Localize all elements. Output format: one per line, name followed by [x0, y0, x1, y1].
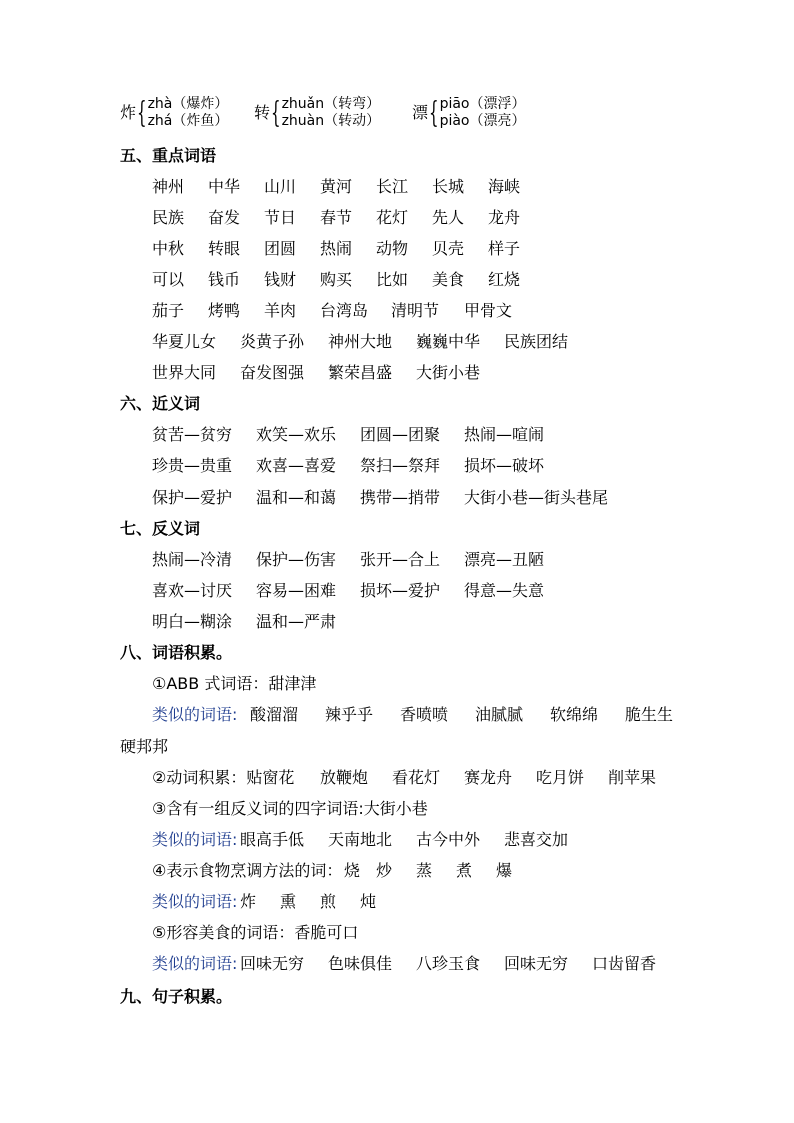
pinyin-line: piāo（漂浮） [439, 96, 526, 112]
pinyin-line: piào（漂亮） [439, 113, 526, 129]
word-pair: 团圆—团聚 [360, 425, 441, 444]
item-2 [0, 765, 794, 785]
word: 羊肉 [264, 301, 297, 320]
section-5-title: 五、重点词语 [120, 146, 217, 165]
word: 天南地北 [328, 830, 393, 849]
word: 先人 [432, 208, 465, 227]
word: 样子 [488, 239, 521, 258]
word-pair: 损坏—破坏 [464, 456, 545, 475]
pinyin-line: zhá（炸鱼） [147, 113, 229, 129]
word: 贝壳 [432, 239, 465, 258]
word: 辣乎乎 [325, 705, 374, 724]
brace-icon: { [429, 95, 439, 131]
polyphone-piao [412, 96, 525, 130]
word-pair: 明白—糊涂 [152, 612, 233, 631]
word-pair: 贫苦—贫穷 [152, 425, 233, 444]
word-pair: 容易—困难 [256, 581, 337, 600]
section-7-row-3 [0, 609, 794, 629]
word: 繁荣昌盛 [328, 363, 393, 382]
word-pair: 损坏—爱护 [360, 581, 441, 600]
similar-label: 类似的词语: [152, 892, 238, 911]
word: 比如 [376, 270, 409, 289]
word: 炸 [240, 892, 257, 911]
word-pair: 珍贵—贵重 [152, 456, 233, 475]
item-4-similar [0, 889, 794, 909]
word: 回味无穷 [504, 954, 569, 973]
word: 眼高手低 [240, 830, 305, 849]
word-pair: 热闹—冷清 [152, 550, 233, 569]
word: 清明节 [391, 301, 440, 320]
similar-label: 类似的词语: [152, 830, 238, 849]
word: 长城 [432, 177, 465, 196]
section-5-row-6 [0, 329, 794, 349]
word: 酸溜溜 [250, 705, 299, 724]
polyphone-char: 炸 [120, 103, 137, 122]
word: 吃月饼 [536, 768, 585, 787]
item-1-wrap: 硬邦邦 [120, 737, 169, 756]
word: 赛龙舟 [464, 768, 513, 787]
section-5-row-1 [0, 174, 794, 194]
item-3: ③含有一组反义词的四字词语:大街小巷 [152, 799, 428, 818]
word: 色味俱佳 [328, 954, 393, 973]
word: 炎黄子孙 [240, 332, 305, 351]
word: 中华 [208, 177, 241, 196]
word-pair: 保护—爱护 [152, 488, 233, 507]
word: 爆 [496, 861, 513, 880]
item-5: ⑤形容美食的词语：香脆可口 [152, 923, 359, 942]
word: 茄子 [152, 301, 185, 320]
word: 烤鸭 [208, 301, 241, 320]
word: 削苹果 [608, 768, 657, 787]
word: 台湾岛 [320, 301, 369, 320]
word-pair: 张开—合上 [360, 550, 441, 569]
word: 古今中外 [416, 830, 481, 849]
word: 煮 [456, 861, 473, 880]
section-6-row-1 [0, 422, 794, 442]
word: 神州大地 [328, 332, 393, 351]
section-7-title: 七、反义词 [120, 519, 201, 538]
similar-label: 类似的词语: [152, 954, 238, 973]
pinyin-line: zhà（爆炸） [147, 96, 229, 112]
word: 钱财 [264, 270, 297, 289]
word: 购买 [320, 270, 353, 289]
word: 甲骨文 [464, 301, 513, 320]
word: 春节 [320, 208, 353, 227]
word-pair: 温和—和蔼 [256, 488, 337, 507]
word: 蒸 [416, 861, 433, 880]
word: 美食 [432, 270, 465, 289]
similar-label: 类似的词语: [152, 705, 238, 724]
item-1-similar [0, 702, 794, 722]
word: 油腻腻 [475, 705, 524, 724]
item-2-label: ②动词积累：贴窗花 [152, 768, 295, 787]
section-7-row-1 [0, 547, 794, 567]
brace-icon: { [137, 95, 147, 131]
polyphone-zhuan [254, 96, 380, 130]
word-pair: 喜欢—讨厌 [152, 581, 233, 600]
section-6-title: 六、近义词 [120, 394, 201, 413]
section-5-row-4 [0, 267, 794, 287]
word: 香喷喷 [400, 705, 449, 724]
word: 黄河 [320, 177, 353, 196]
word: 山川 [264, 177, 297, 196]
word: 华夏儿女 [152, 332, 217, 351]
word: 烧 [344, 861, 361, 880]
word: 大街小巷 [416, 363, 481, 382]
word: 脆生生 [625, 705, 674, 724]
word: 节日 [264, 208, 297, 227]
section-5-row-3 [0, 236, 794, 256]
word: 熏 [280, 892, 297, 911]
word: 炖 [360, 892, 377, 911]
section-6-row-2 [0, 453, 794, 473]
polyphone-char: 转 [254, 103, 271, 122]
word: 动物 [376, 239, 409, 258]
word: 民族 [152, 208, 185, 227]
word: 世界大同 [152, 363, 217, 382]
section-8-title: 八、词语积累。 [120, 643, 233, 662]
word: 软绵绵 [550, 705, 599, 724]
word: 八珍玉食 [416, 954, 481, 973]
word: 放鞭炮 [320, 768, 369, 787]
word: 奋发 [208, 208, 241, 227]
polyphone-char: 漂 [412, 103, 429, 122]
word: 团圆 [264, 239, 297, 258]
word-pair: 祭扫—祭拜 [360, 456, 441, 475]
word-pair: 热闹—喧闹 [464, 425, 545, 444]
word: 转眼 [208, 239, 241, 258]
word-pair: 携带—捎带 [360, 488, 441, 507]
word-pair: 大街小巷—街头巷尾 [464, 488, 609, 507]
word: 钱币 [208, 270, 241, 289]
word: 热闹 [320, 239, 353, 258]
word: 红烧 [488, 270, 521, 289]
word: 海峡 [488, 177, 521, 196]
word: 回味无穷 [240, 954, 305, 973]
word: 民族团结 [504, 332, 569, 351]
word: 可以 [152, 270, 185, 289]
word: 中秋 [152, 239, 185, 258]
word: 口齿留香 [592, 954, 657, 973]
section-5-row-7 [0, 360, 794, 380]
item-5-similar [0, 951, 794, 971]
item-3-similar [0, 827, 794, 847]
word: 炒 [376, 861, 393, 880]
polyphone-zha [120, 96, 228, 130]
word: 看花灯 [392, 768, 441, 787]
pinyin-line: zhuàn（转动） [281, 113, 381, 129]
word: 奋发图强 [240, 363, 305, 382]
word-pair: 漂亮—丑陋 [464, 550, 545, 569]
section-9-title: 九、句子积累。 [120, 987, 233, 1006]
word: 龙舟 [488, 208, 521, 227]
pinyin-line: zhuǎn（转弯） [281, 96, 381, 112]
word: 悲喜交加 [504, 830, 569, 849]
word-pair: 欢笑—欢乐 [256, 425, 337, 444]
word: 长江 [376, 177, 409, 196]
brace-icon: { [271, 95, 281, 131]
section-5-row-2 [0, 205, 794, 225]
word: 煎 [320, 892, 337, 911]
section-6-row-3 [0, 485, 794, 505]
word: 神州 [152, 177, 185, 196]
item-4 [0, 858, 794, 878]
word-pair: 保护—伤害 [256, 550, 337, 569]
word-pair: 温和—严肃 [256, 612, 337, 631]
word: 巍巍中华 [416, 332, 481, 351]
word: 花灯 [376, 208, 409, 227]
word-pair: 欢喜—喜爱 [256, 456, 337, 475]
section-5-row-5 [0, 298, 794, 318]
word-pair: 得意—失意 [464, 581, 545, 600]
section-7-row-2 [0, 578, 794, 598]
item-1: ①ABB 式词语：甜津津 [152, 674, 317, 693]
item-4-label: ④表示食物烹调方法的词： [152, 861, 343, 880]
